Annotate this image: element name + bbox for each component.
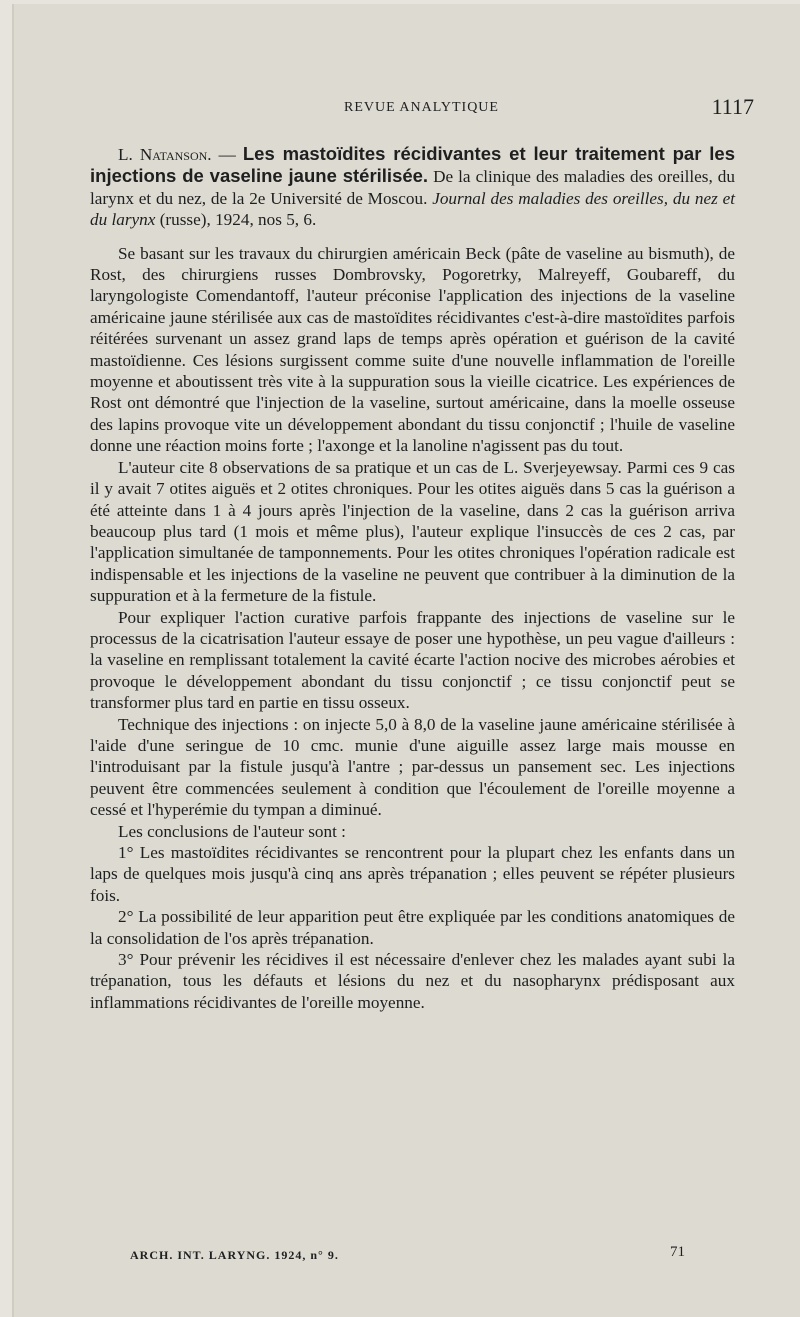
- author-name: L. Natanson.: [118, 145, 212, 164]
- paragraph: Pour expliquer l'action curative parfois frappante des injections de vaseline sur le processus de la cicatrisation l'auteur essaye de poser une hypothèse, un peu vague d'ailleurs : la vaseline en remplissant totalement la cavité écarte l'action nocive des microbes aérobies et provoque le développement abondant du tissu conjonctif ; ce tissu conjonctif peut se transformer plus tard en partie en tissu osseux.: [90, 607, 735, 713]
- running-title: REVUE ANALYTIQUE: [344, 100, 499, 115]
- article-body: [90, 143, 735, 1013]
- article-title: Les mastoïdites récidivantes et leur traitement par les injections de vaseline jaune stérilisée.: [90, 143, 735, 187]
- entry-dash: —: [211, 145, 243, 164]
- citation: (russe), 1924, nos 5, 6.: [155, 210, 317, 230]
- page-footer: [130, 1244, 685, 1268]
- paragraph: Se basant sur les travaux du chirurgien américain Beck (pâte de vaseline au bismuth), de Rost, des chirurgiens russes Dombrovsky, Pogoretrky, Malreyeff, Goubareff, du laryngologiste Comendantoff, l'auteur préconise l'application des injections de la vaseline américaine jaune stérilisée aux cas de mastoïdites récidivantes c'est-à-dire mastoïdites parfois réitérées survenant un assez grand laps de temps après opération et guérison de la cavité mastoïdienne. Ces lésions surgissent comme suite d'une nouvelle inflammation de l'oreille moyenne et aboutissent très vite à la suppuration sous la vieille cicatrice. Les expériences de Rost ont démontré que l'injection de la vaseline, surtout américaine, dans la moelle osseuse des lapins provoque vite un développement abondant du tissu conjonctif ; l'huile de vaseline donne une réaction moins forte ; l'axonge et la lanoline n'agissent pas du tout.: [90, 243, 735, 456]
- conclusion-item: 2° La possibilité de leur apparition peut être expliquée par les conditions anatomiques de la consolidation de l'os après trépanation.: [90, 907, 735, 948]
- conclusion-item: 1° Les mastoïdites récidivantes se rencontrent pour la plupart chez les enfants dans un laps de quelques mois jusqu'à cinq ans après trépanation ; elles peuvent se répéter plusieurs fois.: [90, 843, 735, 905]
- paragraph: L'auteur cite 8 observations de sa pratique et un cas de L. Sverjeyewsay. Parmi ces 9 cas il y avait 7 otites aiguës et 2 otites chroniques. Pour les otites aiguës dans 5 cas la guérison a été atteinte dans 1 à 4 jours après l'injection de la vaseline, dans 2 cas la guérison arriva beaucoup plus tard (1 mois et même plus), l'auteur explique l'insuccès de ces 2 cas, par l'application simultanée de tamponnements. Pour les otites chroniques l'opération radicale est indispensable et les injections de la vaseline ne peuvent que contribuer à la diminution de la suppuration et à la fermeture de la fistule.: [90, 457, 735, 606]
- paragraph: Les conclusions de l'auteur sont :: [118, 821, 346, 841]
- page-number: 1117: [711, 94, 754, 119]
- paragraph: Technique des injections : on injecte 5,0 à 8,0 de la vaseline jaune américaine stérilisée à l'aide d'une seringue de 10 cmc. munie d'une aiguille assez large mais mousse en l'introduisant par la fistule jusqu'à l'antre ; par-dessus un pansement sec. Les injections peuvent être commencées seulement à condition que l'écoulement de l'oreille moyenne a cessé et l'hyperémie du tympan a diminué.: [90, 714, 735, 820]
- page-header: [104, 94, 754, 124]
- journal-name: Journal des maladies des oreilles, du nez et du larynx: [90, 188, 735, 230]
- abstract-entry: [90, 143, 735, 231]
- conclusion-item: 3° Pour prévenir les récidives il est nécessaire d'enlever chez les malades ayant subi la trépanation, tous les défauts et lésions du nez et du nasopharynx prédisposant aux inflammations récidivantes de l'oreille moyenne.: [90, 950, 735, 1012]
- affiliation: De la clinique des maladies des oreilles, du larynx et du nez, de la 2e Université de Moscou.: [90, 167, 735, 208]
- footer-journal-ref: ARCH. INT. LARYNG. 1924, n° 9.: [130, 1248, 339, 1262]
- footer-signature-number: 71: [670, 1244, 685, 1260]
